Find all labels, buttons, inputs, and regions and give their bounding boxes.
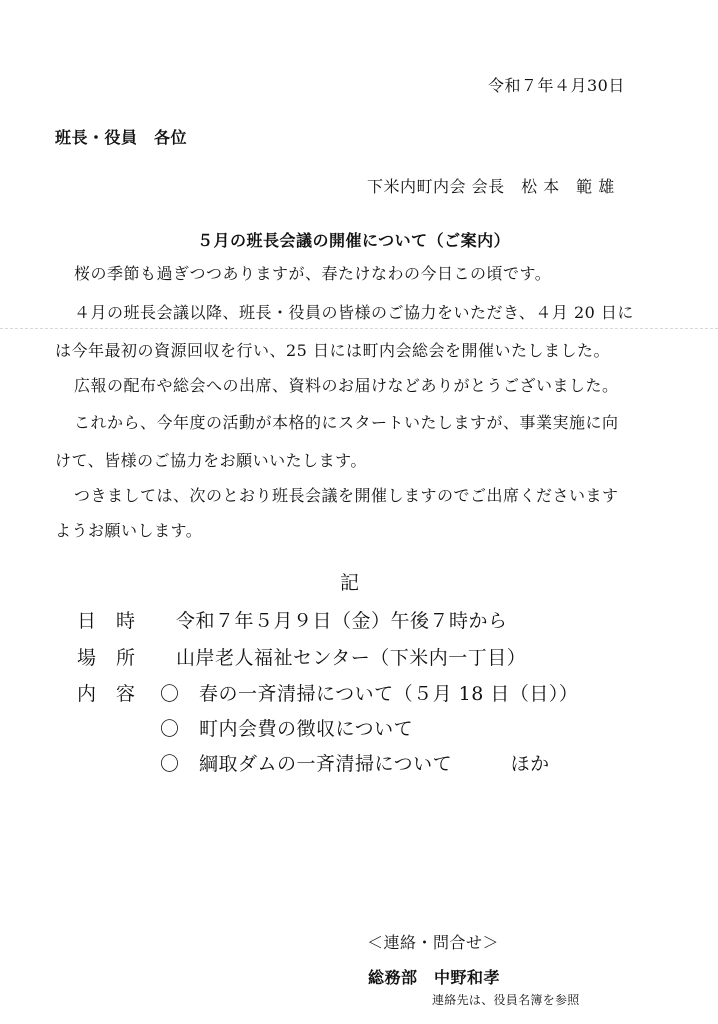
sender: 下米内町内会 会長 松 本 範 雄: [367, 177, 615, 196]
bullet-circle: 〇: [160, 753, 180, 775]
datetime-value: 令和７年５月９日（金）午後７時から: [176, 610, 508, 632]
paragraph-2-line-2: は今年最初の資源回収を行い、25 日には町内会総会を開催いたしました。: [55, 341, 610, 360]
paragraph-2-line-1: ４月の班長会議以降、班長・役員の皆様のご協力をいただき、４月 20 日に: [74, 303, 634, 322]
paragraph-3: 広報の配布や総会への出席、資料のお届けなどありがとうございました。: [74, 376, 619, 395]
contact-heading: ＜連絡・問合せ＞: [367, 933, 500, 952]
content-label: 内 容: [77, 683, 136, 705]
ki-heading: 記: [340, 572, 360, 594]
paragraph-1: 桜の季節も過ぎつつありますが、春たけなわの今日この頃です。: [74, 264, 552, 283]
document-title: ５月の班長会議の開催について（ご案内）: [197, 231, 511, 250]
paragraph-4-line-1: これから、今年度の活動が本格的にスタートいたしますが、事業実施に向: [74, 413, 619, 432]
bullet-circle: 〇: [160, 718, 180, 740]
place-label: 場 所: [77, 647, 136, 669]
scan-artifact-line: [0, 328, 718, 329]
addressee: 班長・役員 各位: [55, 128, 188, 147]
paragraph-5-line-1: つきましては、次のとおり班長会議を開催しますのでご出席くださいます: [74, 486, 619, 505]
content-item: 町内会費の徴収について: [199, 718, 414, 740]
content-item: 春の一斉清掃について（５月 18 日（日））: [199, 683, 579, 705]
datetime-label: 日 時: [77, 610, 136, 632]
paragraph-5-line-2: ようお願いします。: [55, 521, 203, 540]
bullet-circle: 〇: [160, 683, 180, 705]
contact-person: 総務部 中野和孝: [368, 968, 501, 987]
content-item: 綱取ダムの一斉清掃について ほか: [199, 753, 550, 775]
paragraph-4-line-2: けて、皆様のご協力をお願いいたします。: [55, 451, 367, 470]
place-value: 山岸老人福祉センター（下米内一丁目）: [176, 647, 527, 669]
contact-note: 連絡先は、役員名簿を参照: [432, 993, 580, 1007]
document-date: 令和７年４月30日: [488, 76, 625, 95]
